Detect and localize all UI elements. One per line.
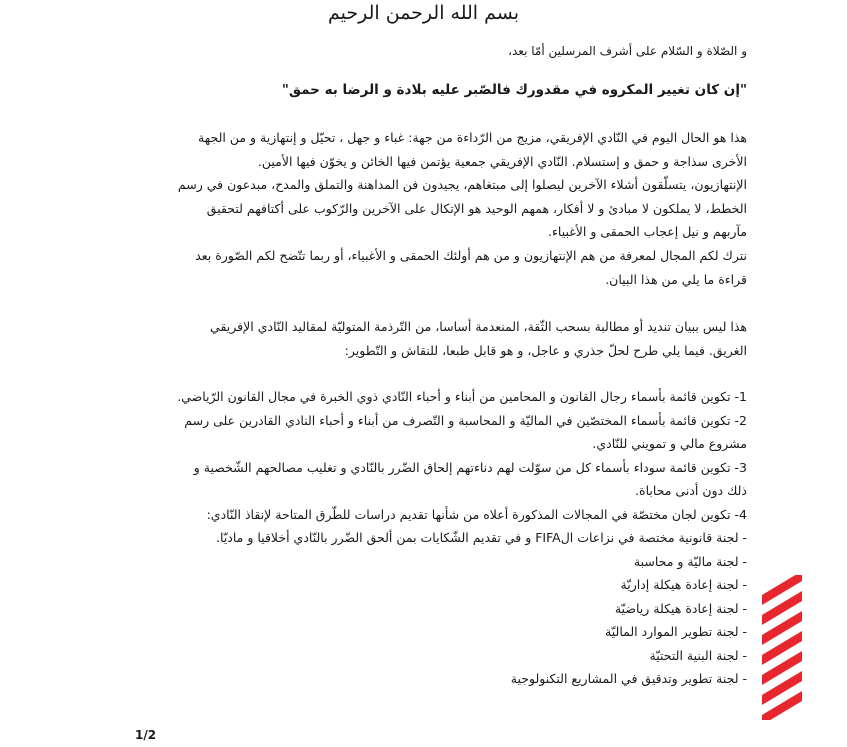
list-item: 3- تكوين قائمة سوداء بأسماء كل من سوّلت لهم دناءتهم إلحاق الضّرر بالنّادي و تغليب مصالحهم الشّخصية و bbox=[193, 459, 747, 475]
list-item: 4- تكوين لجان مختصّة في المجالات المذكورة أعلاه من شأنها تقديم دراسات للطّرق المتاحة لإنقاذ النّادي: bbox=[206, 506, 747, 522]
committee-item: - لجنة ماليّة و محاسبة bbox=[633, 553, 747, 569]
text-line: نترك لكم المجال لمعرفة من هم الإنتهازيون و من هم أولئك الحمقى و الأغبياء، أو ربما تتّضح لكم الصّورة بعد bbox=[195, 248, 747, 263]
list-item: 2- تكوين قائمة بأسماء المختصّين في الماليّة و المحاسبة و التّصرف من أبناء و أحباء النادي القادرين على رسم bbox=[184, 412, 747, 428]
basmala-heading: بسم الله الرحمن الرحيم bbox=[328, 2, 519, 24]
paragraph-statement bbox=[147, 315, 747, 362]
greeting-line: و الصّلاة و السّلام على أشرف المرسلين أمّا بعد، bbox=[508, 44, 747, 58]
quote-heading: "إن كان تغيير المكروه في مقدورك فالصّبر عليه بلادة و الرضا به حمق" bbox=[281, 82, 747, 98]
committee-list bbox=[147, 550, 747, 691]
list-item: 1- تكوين قائمة بأسماء رجال القانون و المحامين من أبناء و أحباء النّادي ذوي الخبرة في مجال القانون الرّياضي. bbox=[177, 389, 747, 404]
text-line: الأخرى سذاجة و حمق و إستسلام. النّادي الإفريقي جمعية يؤتمن فيها الخائن و يخوّن فيها الأمين. bbox=[257, 153, 747, 169]
committee-item: - لجنة إعادة هيكلة رياضيّة bbox=[614, 600, 747, 616]
paragraph-invitation bbox=[147, 244, 747, 291]
proposal-list bbox=[147, 385, 747, 691]
red-stripes-decoration bbox=[762, 575, 802, 720]
list-item: ذلك دون أدنى محاباة. bbox=[635, 483, 747, 498]
paragraph-intro bbox=[147, 126, 747, 244]
text-line: الغريق. فيما يلي طرح لحلّ جذري و عاجل، و هو قابل طبعا، للنقاش و التّطوير: bbox=[344, 342, 747, 358]
text-line: هذا ليس ببيان تنديد أو مطالبة بسحب الثّقة، المنعدمة أساسا، من التّرذمة المتوليّة لمقاليد النّادي الإفريقي bbox=[210, 319, 747, 334]
committee-item: - لجنة البنية التحتيّة bbox=[649, 647, 747, 663]
committee-item: - لجنة إعادة هيكلة إداريّة bbox=[620, 577, 747, 592]
text-line: الإنتهازيون، يتسلّقون أشلاء الآخرين ليصلوا إلى مبتغاهم، يجيدون فن المداهنة والتملق والمدح، مبدعون في رسم bbox=[177, 177, 747, 192]
page-number: 1/2 bbox=[135, 728, 157, 742]
text-line: مآربهم و نيل إعجاب الحمقى و الأغبياء. bbox=[548, 224, 747, 239]
list-item: مشروع مالي و تمويني للنّادي. bbox=[592, 436, 747, 451]
committee-item: - لجنة تطوير وتدقيق في المشاريع التكنولوجية bbox=[510, 671, 747, 686]
list-item: - لجنة قانونية مختصة في نزاعات الFIFA و في تقديم الشّكايات بمن ألحق الضّرر بالنّادي أخلاقيا و ماديّا. bbox=[216, 530, 747, 545]
text-line: هذا هو الحال اليوم في النّادي الإفريقي، مزيج من الرّداءة من جهة: غباء و جهل ، تحيّل و إنتهازية و من الجهة bbox=[198, 130, 747, 145]
text-line: الخطط، لا يملكون لا مبادئ و لا أفكار، همهم الوحيد هو الإتكال على الآخرين والرّكوب على أكتافهم لتحقيق bbox=[206, 200, 747, 216]
text-line: قراءة ما يلي من هذا البيان. bbox=[605, 271, 747, 287]
committee-item: - لجنة تطوير الموارد الماليّة bbox=[605, 624, 747, 639]
